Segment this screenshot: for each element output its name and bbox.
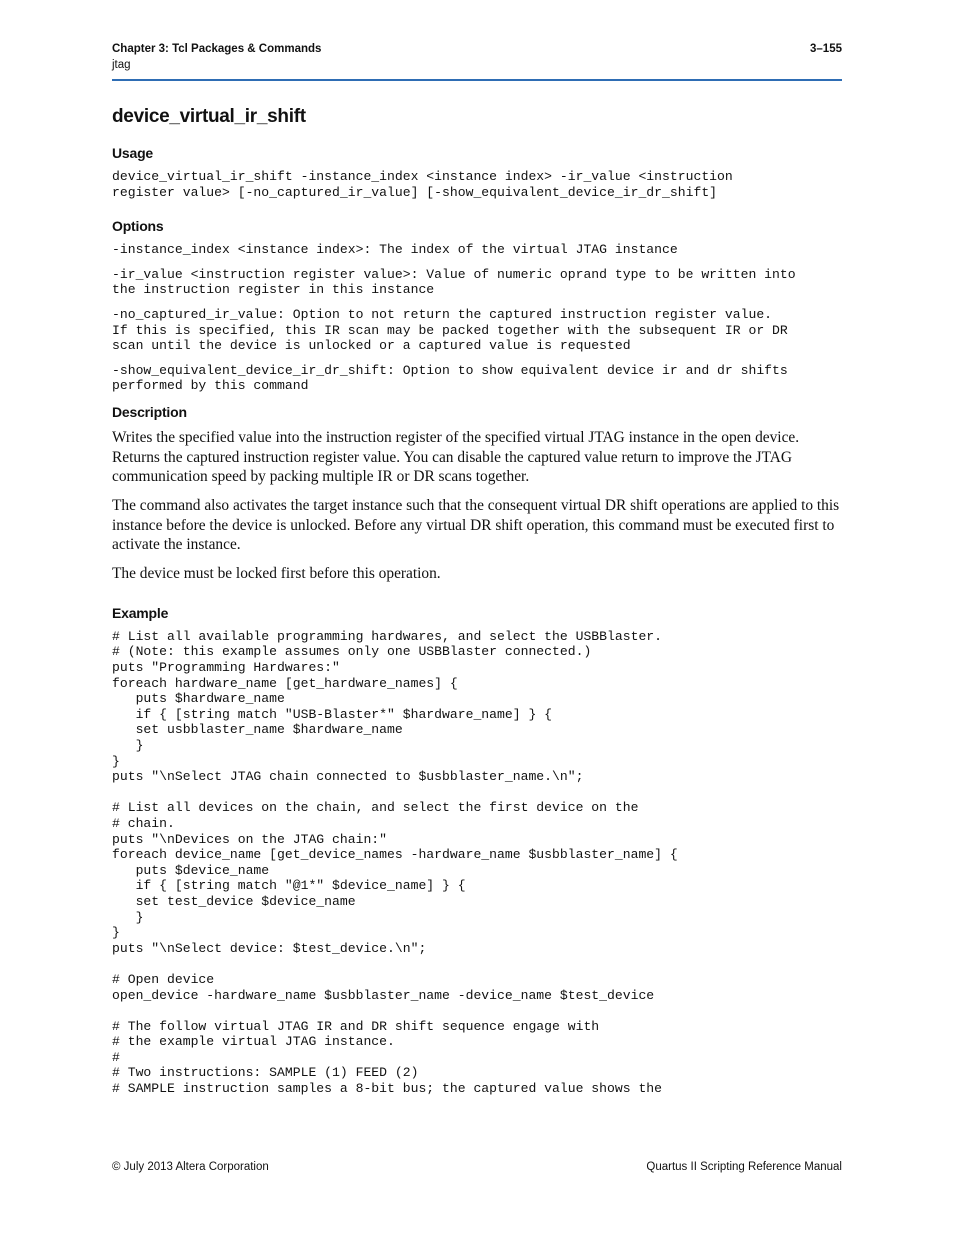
page-number: 3–155	[810, 43, 842, 55]
description-paragraph: The command also activates the target instance such that the consequent virtual DR shift operations are applied to this instance before the device is unlocked. Before any virtual DR shift operation, this command must be executed first to activate the instance.	[112, 497, 840, 554]
description-heading: Description	[112, 403, 187, 420]
chapter-title: Chapter 3: Tcl Packages & Commands	[112, 43, 322, 55]
page-header	[112, 43, 842, 81]
footer-copyright: © July 2013 Altera Corporation	[112, 1161, 269, 1173]
description-paragraph: The device must be locked first before this operation.	[112, 565, 441, 583]
description-paragraph: Writes the specified value into the instruction register of the specified virtual JTAG instance in the open device. Returns the captured instruction register value. You can disable the captured value return to improve the JTAG communication speed by packing multiple IR or DR scans together.	[112, 428, 800, 486]
page-title: device_virtual_ir_shift	[112, 106, 306, 127]
options-section	[112, 217, 842, 394]
usage-heading: Usage	[112, 145, 154, 161]
option-instance-index: -instance_index <instance index>: The index of the virtual JTAG instance	[112, 242, 678, 258]
footer-manual-title: Quartus II Scripting Reference Manual	[646, 1161, 842, 1173]
usage-syntax: device_virtual_ir_shift -instance_index <instance index> -ir_value <instruction register value> [-no_captured_ir_value] [-show_equivalent_device_ir_dr_shift]	[112, 169, 733, 200]
option-show-equivalent: -show_equivalent_device_ir_dr_shift: Option to show equivalent device ir and dr shifts performed by this command	[112, 362, 788, 394]
description-section	[112, 403, 842, 584]
example-section	[112, 604, 842, 1097]
option-no-captured-ir-value: -no_captured_ir_value: Option to not return the captured instruction register value. If this is specified, this IR scan may be packed together with the subsequent IR or DR scan until the device is unlocked or a captured value is requested	[112, 306, 788, 354]
section-name: jtag	[112, 59, 131, 71]
options-heading: Options	[112, 218, 164, 235]
page-content	[112, 104, 842, 1097]
usage-section	[112, 144, 842, 200]
option-ir-value: -ir_value <instruction register value>: Value of numeric oprand type to be written into the instruction register in this instance	[112, 266, 796, 298]
example-code: # List all available programming hardwares, and select the USBBlaster. # (Note: this example assumes only one USBBlaster connected.) puts "Programming Hardwares:" foreach hardware_name [get_hardware_names] { puts $hardware_name if { [string match "USB-Blaster*" $hardware_name] } { set usbblaster_name $hardware_name } } puts "\nSelect JTAG chain connected to $usbblaster_name.\n"; # List all devices on the chain, and select the first device on the # chain. puts "\nDevices on the JTAG chain:" foreach device_name [get_device_names -hardware_name $usbblaster_name] { puts $device_name if { [string match "@1*" $device_name] } { set test_device $device_name } } puts "\nSelect device: $test_device.\n"; # Open device open_device -hardware_name $usbblaster_name -device_name $test_device # The follow virtual JTAG IR and DR shift sequence engage with # the example virtual JTAG instance. # # Two instructions: SAMPLE (1) FEED (2) # SAMPLE instruction samples a 8-bit bus; the captured value shows the	[112, 628, 678, 1097]
example-heading: Example	[112, 604, 169, 621]
